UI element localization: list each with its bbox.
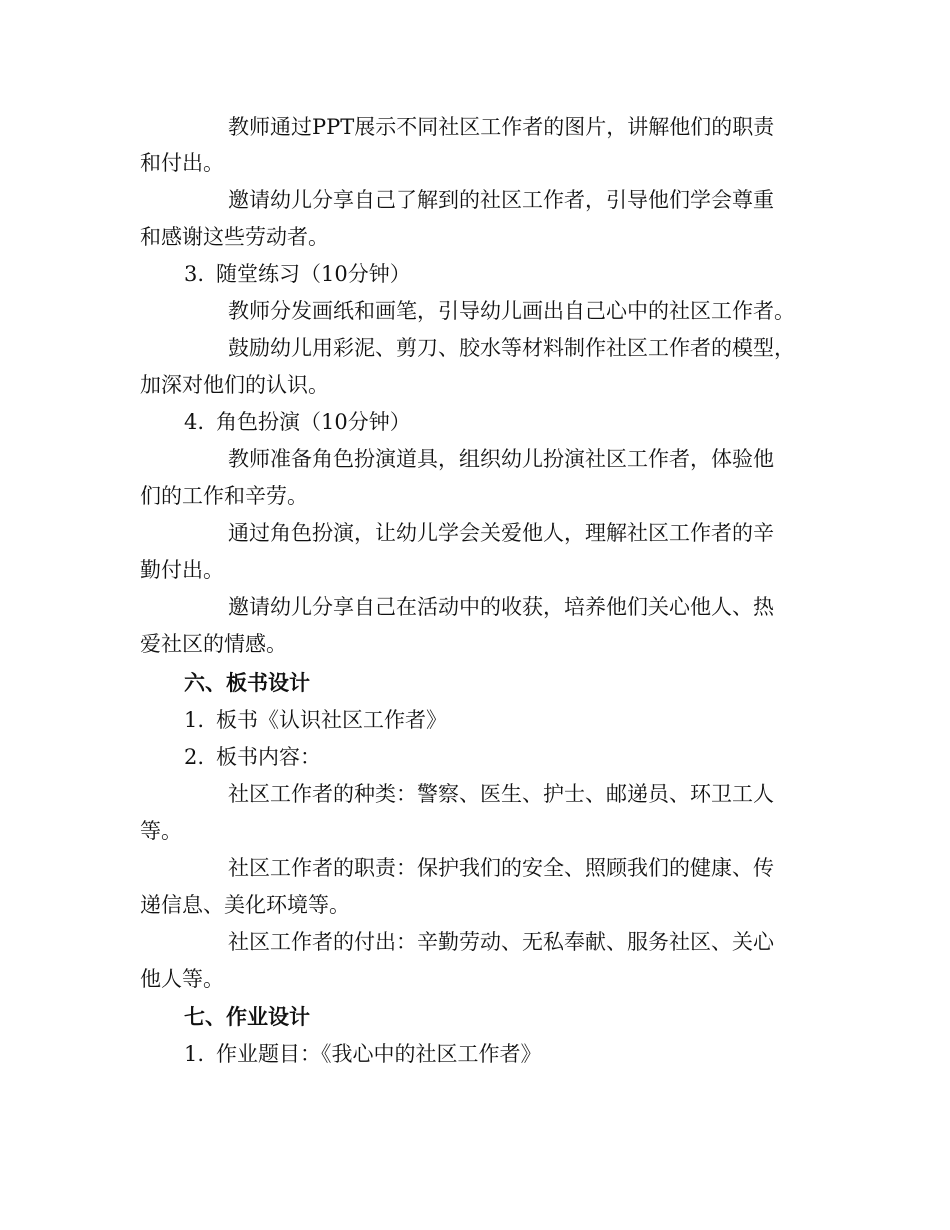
list-number: 4.	[184, 410, 205, 434]
paragraph-model-line1: 鼓励幼儿用彩泥、剪刀、胶水等材料制作社区工作者的模型，	[228, 336, 795, 360]
list-number: 1.	[184, 708, 205, 732]
paragraph-types-line2: 等。	[140, 819, 182, 843]
list-item-text: 角色扮演（10分钟）	[216, 410, 411, 434]
paragraph-care-line2: 勤付出。	[140, 558, 224, 582]
paragraph-props-line2: 们的工作和辛劳。	[140, 484, 308, 508]
list-item-text: 板书内容：	[216, 745, 321, 769]
paragraph-types-line1: 社区工作者的种类：警察、医生、护士、邮递员、环卫工人	[228, 782, 774, 806]
paragraph-duties-line2: 递信息、美化环境等。	[140, 893, 350, 917]
paragraph-model-line2: 加深对他们的认识。	[140, 373, 329, 397]
paragraph-contrib-line1: 社区工作者的付出：辛勤劳动、无私奉献、服务社区、关心	[228, 930, 774, 954]
paragraph-ppt-line1: 教师通过PPT展示不同社区工作者的图片，讲解他们的职责	[228, 115, 775, 139]
list-number: 1.	[184, 1042, 205, 1066]
list-item-homework-title	[184, 1039, 864, 1069]
section-heading-board-design: 六、板书设计	[184, 670, 310, 695]
paragraph-harvest-line1: 邀请幼儿分享自己在活动中的收获，培养他们关心他人、热	[228, 595, 774, 619]
list-item-practice	[184, 259, 864, 289]
section-heading-homework-design: 七、作业设计	[184, 1004, 310, 1029]
paragraph-care-line1: 通过角色扮演，让幼儿学会关爱他人，理解社区工作者的辛	[228, 521, 774, 545]
paragraph-props-line1: 教师准备角色扮演道具，组织幼儿扮演社区工作者，体验他	[228, 447, 774, 471]
list-number: 2.	[184, 745, 205, 769]
paragraph-harvest-line2: 爱社区的情感。	[140, 632, 287, 656]
paragraph-share-line1: 邀请幼儿分享自己了解到的社区工作者，引导他们学会尊重	[228, 188, 774, 212]
list-item-text: 板书《认识社区工作者》	[216, 708, 447, 732]
list-item-text: 作业题目：《我心中的社区工作者》	[216, 1042, 542, 1066]
paragraph-draw-line1: 教师分发画纸和画笔，引导幼儿画出自己心中的社区工作者。	[228, 299, 795, 323]
list-item-text: 随堂练习（10分钟）	[216, 262, 411, 286]
paragraph-share-line2: 和感谢这些劳动者。	[140, 225, 329, 249]
list-item-roleplay	[184, 407, 864, 437]
list-item-board-title	[184, 705, 864, 735]
paragraph-ppt-line2: 和付出。	[140, 151, 224, 175]
list-number: 3.	[184, 262, 205, 286]
paragraph-contrib-line2: 他人等。	[140, 967, 224, 991]
paragraph-duties-line1: 社区工作者的职责：保护我们的安全、照顾我们的健康、传	[228, 856, 774, 880]
list-item-board-content	[184, 742, 864, 772]
